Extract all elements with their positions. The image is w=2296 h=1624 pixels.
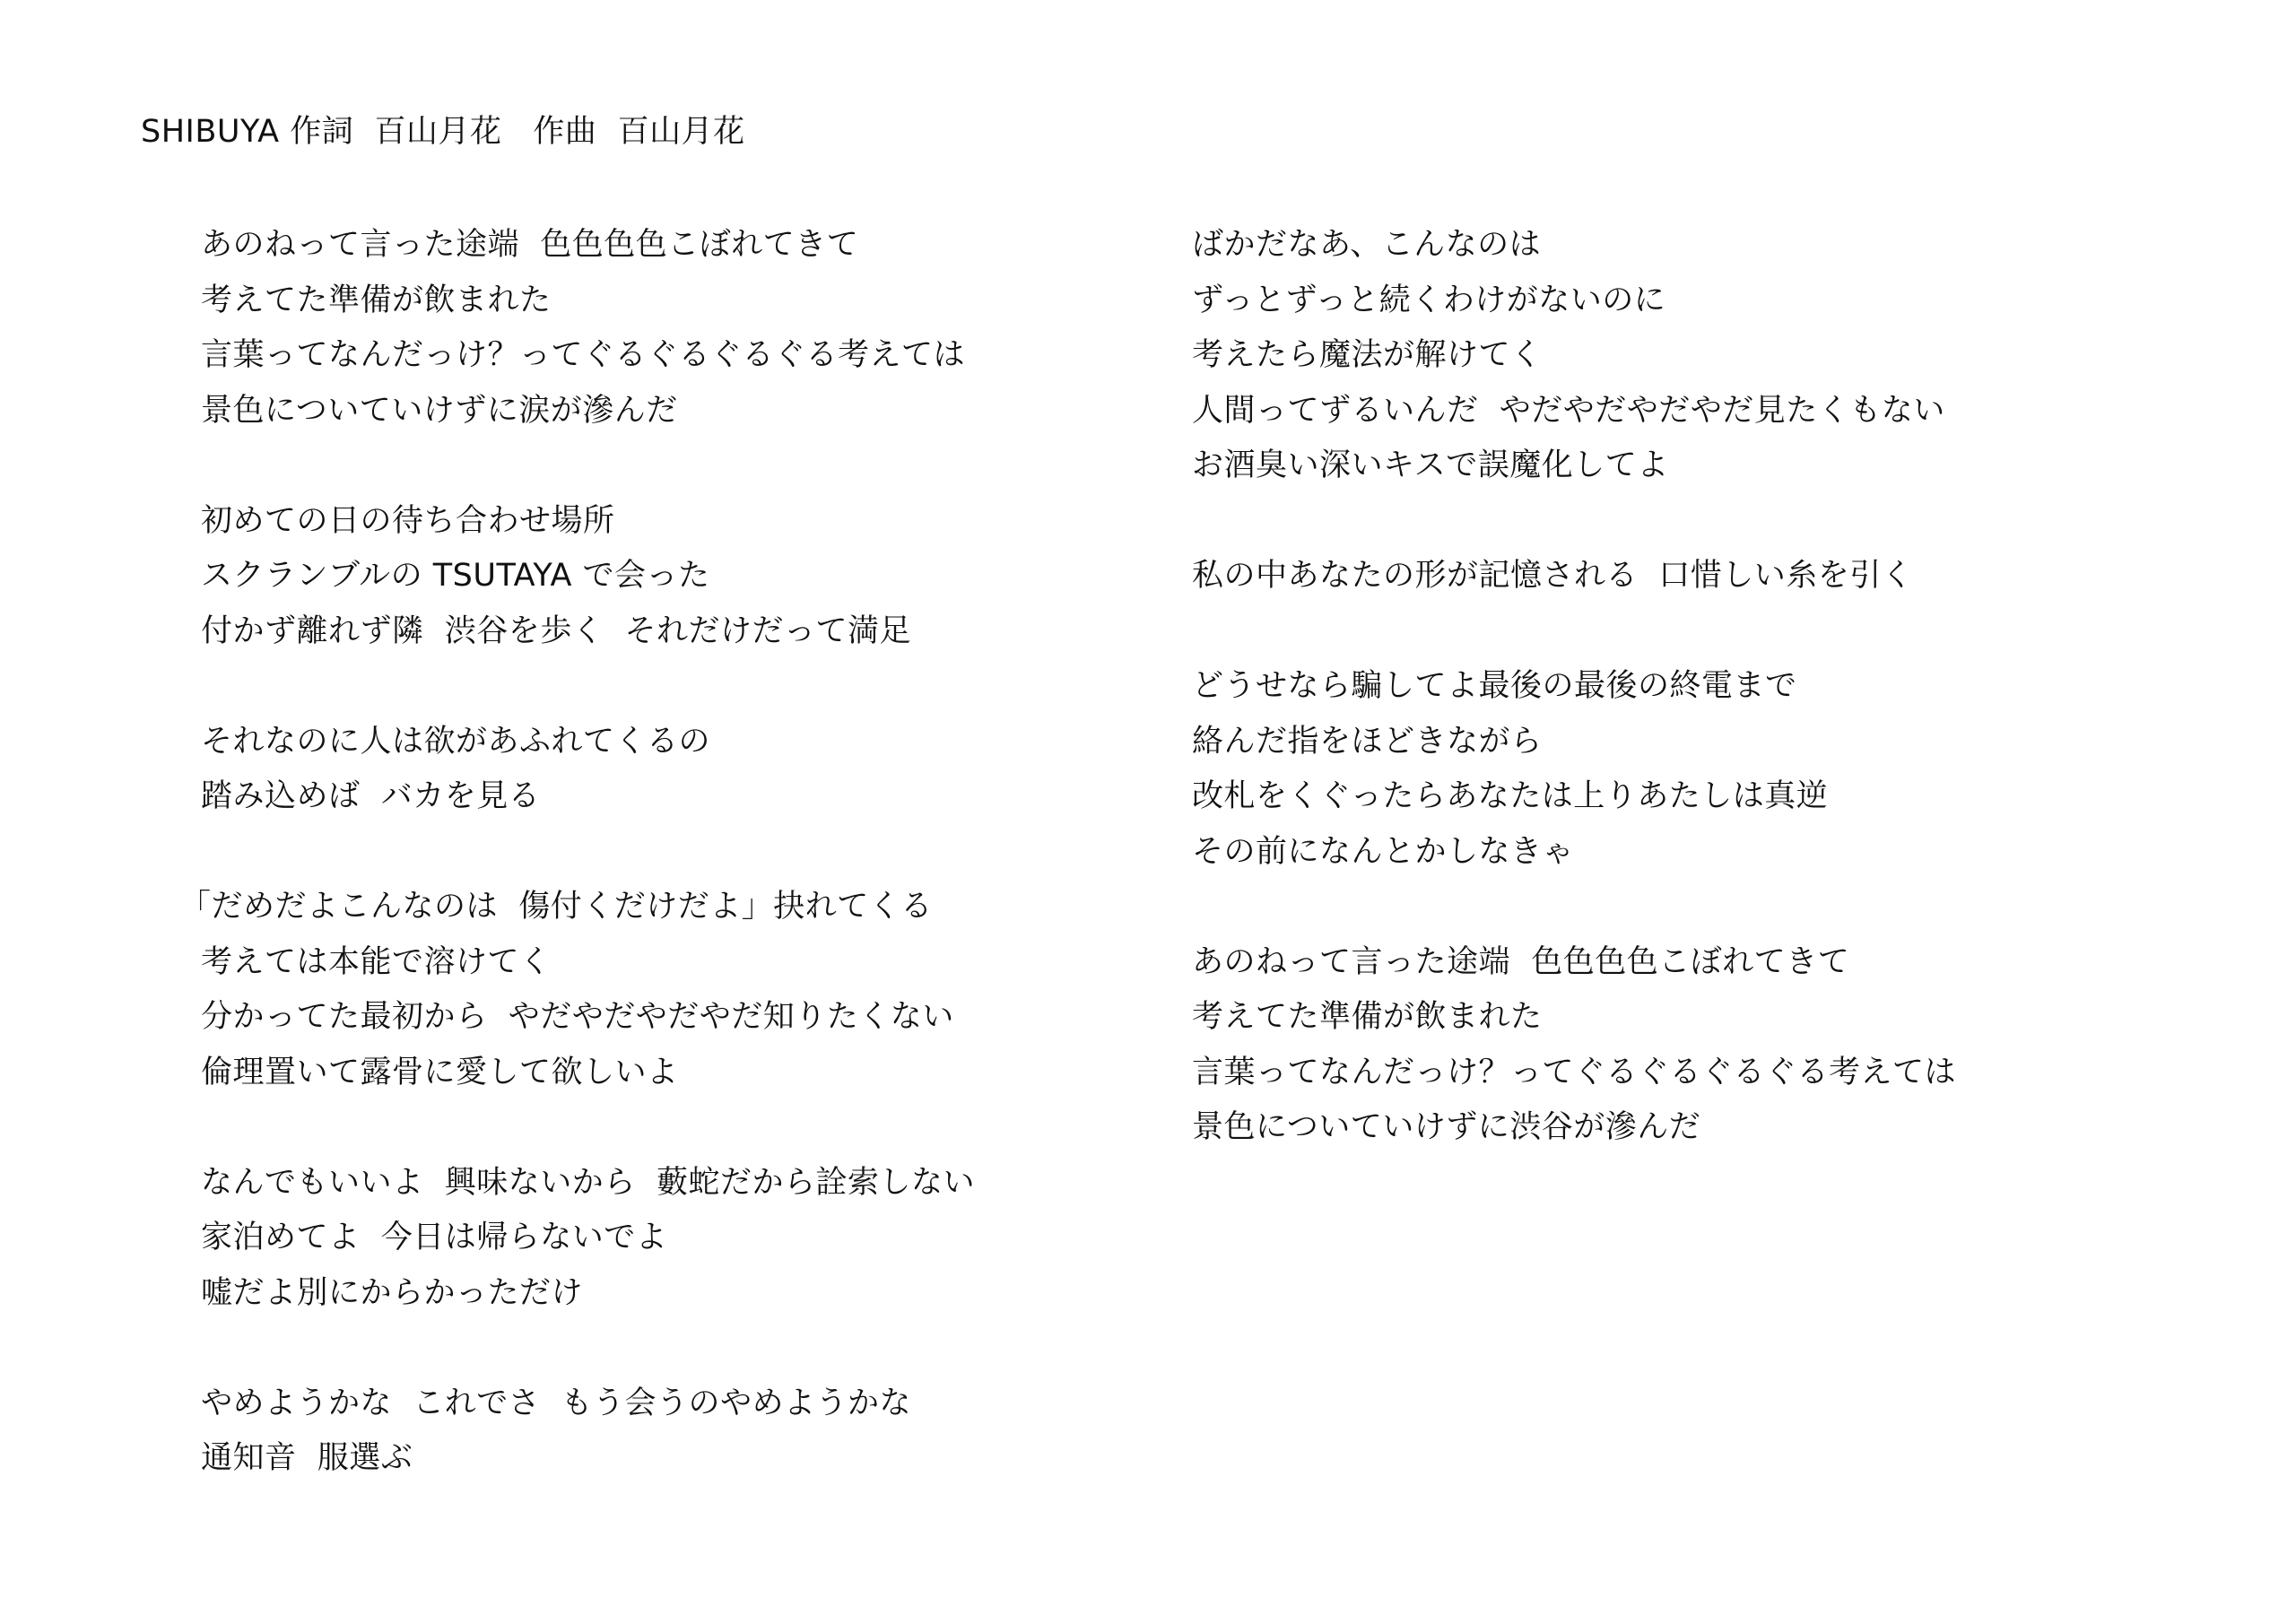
lyric-blank-line bbox=[1192, 494, 1956, 550]
lyric-line: お酒臭い深いキスで誤魔化してよ bbox=[1192, 447, 1669, 483]
lyric-line: なんでもいいよ 興味ないから 藪蛇だから詮索しない bbox=[201, 1164, 976, 1201]
lyric-blank-line bbox=[1192, 604, 1956, 660]
lyric-line: 家泊めてよ 今日は帰らないでよ bbox=[201, 1220, 668, 1255]
lyric-line: 付かず離れず隣 渋谷を歩く それだけだって満足 bbox=[201, 612, 912, 649]
lyrics-left-column bbox=[179, 218, 976, 1487]
lyric-blank-line bbox=[201, 439, 975, 494]
lyric-line: どうせなら騙してよ最後の最後の終電まで bbox=[1192, 668, 1797, 704]
lyric-line: スクランブルの TSUTAYA で会った bbox=[201, 558, 710, 594]
lyric-line: 「だめだよこんなのは 傷付くだけだよ」抉れてくる bbox=[179, 889, 933, 925]
lyric-line: 景色についていけずに渋谷が滲んだ bbox=[1192, 1109, 1701, 1145]
lyric-line: 考えては本能で溶けてく bbox=[201, 943, 552, 980]
lyric-line: 初めての日の待ち合わせ場所 bbox=[201, 502, 615, 539]
lyric-line: 言葉ってなんだっけ？ってぐるぐるぐるぐる考えては bbox=[201, 337, 966, 373]
lyric-line: 人間ってずるいんだ やだやだやだやだ見たくもない bbox=[1192, 392, 1945, 429]
lyrics-right-column bbox=[1192, 218, 1956, 1156]
lyric-line: あのねって言った途端 色色色色こぼれてきて bbox=[201, 227, 859, 263]
lyric-line: 踏み込めば バカを見る bbox=[201, 778, 541, 814]
lyric-line: 考えてた準備が飲まれた bbox=[1192, 999, 1543, 1035]
lyric-line: 私の中あなたの形が記憶される 口惜しい糸を引く bbox=[1192, 558, 1914, 594]
lyric-line: 考えたら魔法が解けてく bbox=[1192, 337, 1543, 373]
lyric-line: あのねって言った途端 色色色色こぼれてきて bbox=[1192, 943, 1850, 980]
lyric-line: 景色についていけずに涙が滲んだ bbox=[201, 392, 678, 429]
lyric-line: 倫理置いて露骨に愛して欲しいよ bbox=[201, 1054, 679, 1090]
lyric-blank-line bbox=[201, 1100, 975, 1156]
lyric-line: 分かってた最初から やだやだやだやだ知りたくない bbox=[201, 999, 954, 1035]
lyric-line: ばかだなあ、こんなのは bbox=[1192, 227, 1542, 263]
lyric-line: ずっとずっと続くわけがないのに bbox=[1192, 282, 1666, 318]
lyric-line: 言葉ってなんだっけ？ってぐるぐるぐるぐる考えては bbox=[1192, 1054, 1957, 1090]
lyric-blank-line bbox=[201, 825, 975, 881]
lyric-blank-line bbox=[1192, 880, 1956, 935]
page-title: SHIBUYA 作詞 百山月花 作曲 百山月花 bbox=[141, 114, 745, 150]
lyric-line: 嘘だよ別にからかっただけ bbox=[201, 1274, 584, 1311]
lyric-line: その前になんとかしなきゃ bbox=[1192, 833, 1575, 870]
lyric-blank-line bbox=[201, 659, 975, 715]
lyric-line: やめようかな これでさ もう会うのやめようかな bbox=[201, 1385, 912, 1421]
lyric-line: 通知音 服選ぶ bbox=[201, 1440, 413, 1476]
lyric-line: 絡んだ指をほどきながら bbox=[1192, 723, 1543, 760]
lyric-line: 考えてた準備が飲まれた bbox=[201, 282, 552, 318]
lyric-line: それなのに人は欲があふれてくるの bbox=[201, 723, 711, 760]
lyric-line: 改札をくぐったらあなたは上りあたしは真逆 bbox=[1192, 778, 1829, 814]
lyric-blank-line bbox=[201, 1321, 975, 1376]
